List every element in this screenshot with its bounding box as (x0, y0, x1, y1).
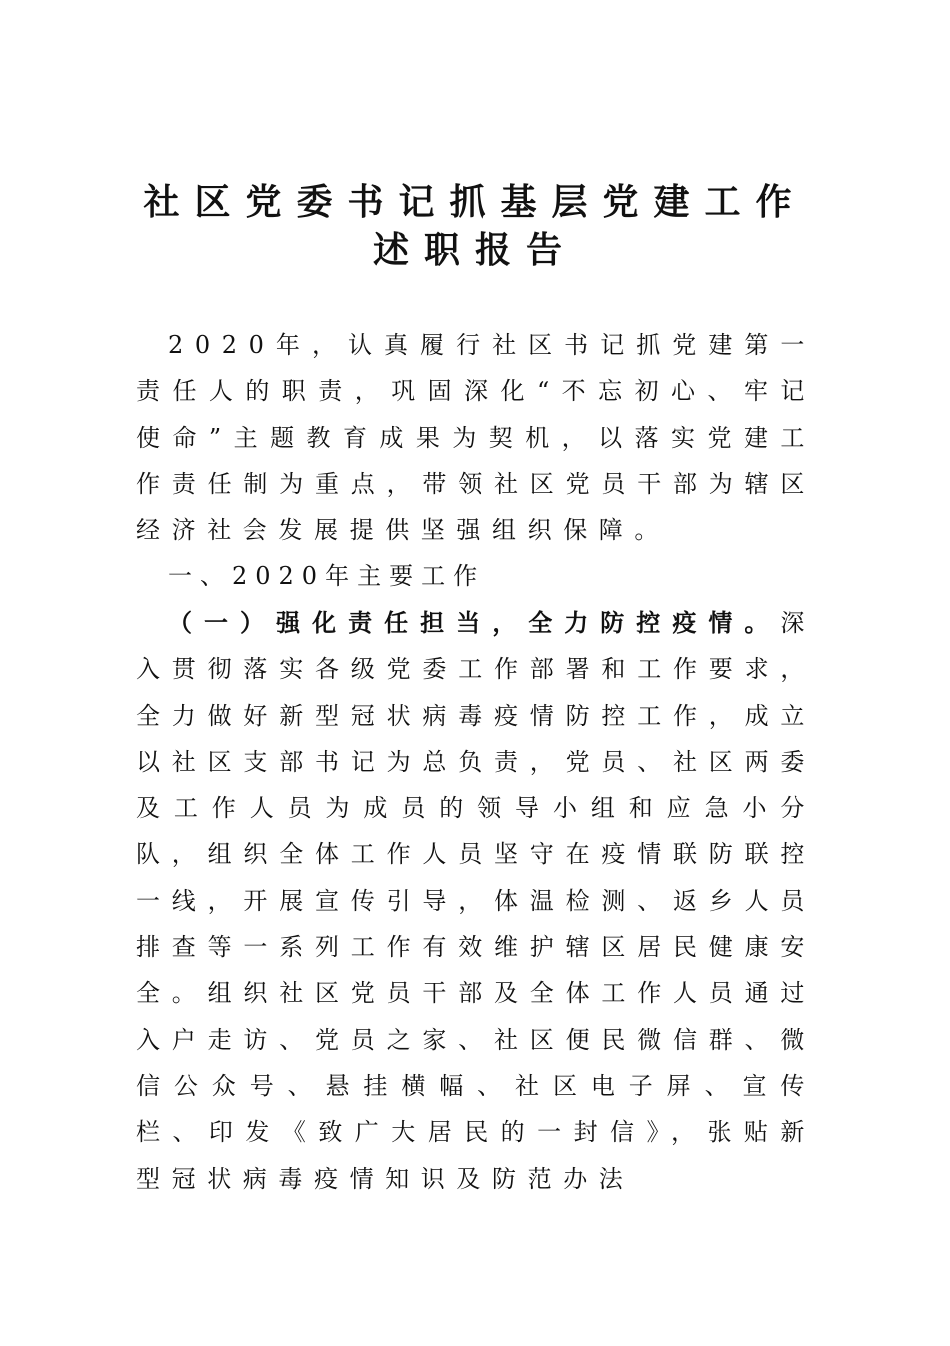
section-heading: 一、2020年主要工作 (168, 562, 486, 590)
intro-paragraph: 2020年，认真履行社区书记抓党建第一责任人的职责，巩固深化“不忘初心、牢记使命”主题教育成果为契机，以落实党建工作责任制为重点，带领社区党员干部为辖区经济社会发展提供坚强组织保障。 (136, 331, 816, 545)
subsection-lead: （一）强化责任担当，全力防控疫情。 (168, 608, 781, 637)
document-title-line-2: 述职报告 (372, 229, 577, 271)
subsection-paragraph (136, 600, 816, 1202)
subsection-body: 深入贯彻落实各级党委工作部署和工作要求，全力做好新型冠状病毒疫情防控工作，成立以社区支部书记为总负责，党员、社区两委及工作人员为成员的领导小组和应急小分队，组织全体工作人员坚守在疫情联防联控一线，开展宣传引导，体温检测、返乡人员排查等一系列工作有效维护辖区居民健康安全。组织社区党员干部及全体工作人员通过入户走访、党员之家、社区便民微信群、微信公众号、悬挂横幅、社区电子屏、宣传栏、印发《致广大居民的一封信》，张贴新型冠状病毒疫情知识及防范办法 (136, 609, 816, 1193)
document-title-line-1: 社区党委书记抓基层党建工作 (143, 181, 807, 223)
